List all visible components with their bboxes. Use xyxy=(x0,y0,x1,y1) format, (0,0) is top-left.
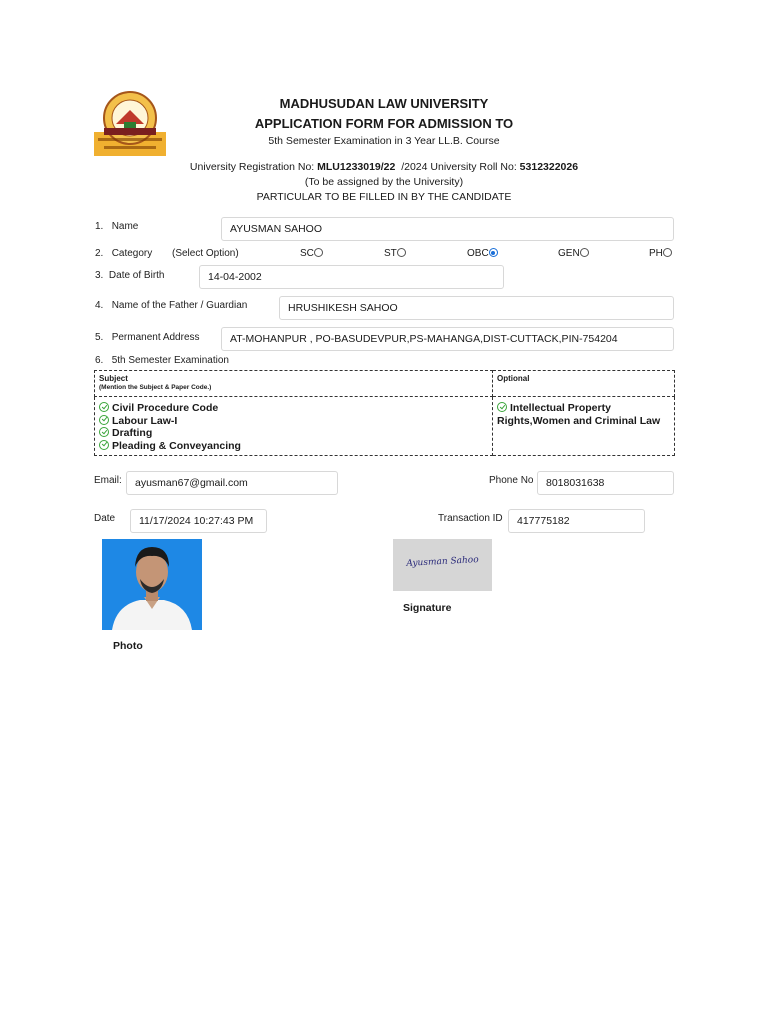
registration-line xyxy=(0,161,768,173)
subject-table xyxy=(94,370,675,456)
address-row-label xyxy=(95,332,200,343)
category-option-st[interactable] xyxy=(384,248,406,259)
option-label: GEN xyxy=(558,248,580,259)
optional-subject-cont: Rights,Women and Criminal Law xyxy=(497,414,661,427)
check-icon xyxy=(497,402,507,412)
signature-image xyxy=(393,539,492,591)
subject-item xyxy=(99,402,488,415)
subject-item xyxy=(99,415,488,428)
option-label: PH xyxy=(649,248,663,259)
transaction-label: Transaction ID xyxy=(438,513,503,524)
applicant-photo xyxy=(102,539,202,630)
gen-radio[interactable] xyxy=(580,248,589,257)
category-option-ph[interactable] xyxy=(649,248,672,259)
registration-label: University Registration No: xyxy=(189,161,315,173)
check-icon xyxy=(99,440,109,450)
particulars-heading: PARTICULAR TO BE FILLED IN BY THE CANDIDATE xyxy=(256,191,512,203)
form-title: APPLICATION FORM FOR ADMISSION TO xyxy=(254,116,514,131)
row-number: 2. xyxy=(95,248,104,259)
university-name: MADHUSUDAN LAW UNIVERSITY xyxy=(279,96,489,111)
category-option-gen[interactable] xyxy=(558,248,589,259)
check-icon xyxy=(99,402,109,412)
category-option-sc[interactable] xyxy=(300,248,323,259)
check-icon xyxy=(99,427,109,437)
dob-row-label xyxy=(95,270,165,281)
exam-label: 5th Semester Examination xyxy=(111,355,229,366)
row-number: 4. xyxy=(95,300,104,311)
optional-line-1: Intellectual Property xyxy=(510,402,611,414)
name-label: Name xyxy=(111,221,139,232)
category-row-label xyxy=(95,248,152,259)
address-field[interactable]: AT-MOHANPUR , PO-BASUDEVPUR,PS-MAHANGA,DIST-CUTTACK,PIN-754204 xyxy=(221,327,674,351)
address-label: Permanent Address xyxy=(111,332,200,343)
st-radio[interactable] xyxy=(397,248,406,257)
transaction-field[interactable]: 417775182 xyxy=(508,509,645,533)
father-field[interactable]: HRUSHIKESH SAHOO xyxy=(279,296,674,320)
father-label: Name of the Father / Guardian xyxy=(111,300,248,311)
name-row-label xyxy=(95,221,138,232)
subject-header-cell xyxy=(95,371,493,397)
optional-subject xyxy=(497,402,670,415)
option-label: ST xyxy=(384,248,397,259)
check-icon xyxy=(99,415,109,425)
row-number: 5. xyxy=(95,332,104,343)
row-number: 6. xyxy=(95,355,104,366)
subject-note: (Mention the Subject & Paper Code.) xyxy=(99,384,212,391)
photo-label: Photo xyxy=(113,640,143,652)
date-label: Date xyxy=(94,513,116,524)
subject-list-cell xyxy=(95,397,493,456)
subject-header: Subject xyxy=(99,374,128,383)
dob-label: Date of Birth xyxy=(108,270,165,281)
signature-label: Signature xyxy=(403,602,452,614)
subject-name: Pleading & Conveyancing xyxy=(112,439,241,452)
father-row-label xyxy=(95,300,247,311)
subject-item xyxy=(99,427,488,440)
email-field[interactable]: ayusman67@gmail.com xyxy=(126,471,338,495)
registration-number: MLU1233019/22 xyxy=(317,161,396,173)
subject-item xyxy=(99,440,488,453)
category-label: Category xyxy=(111,248,153,259)
phone-field[interactable]: 8018031638 xyxy=(537,471,674,495)
option-label: SC xyxy=(300,248,314,259)
exam-row-label xyxy=(95,355,229,366)
category-option-obc[interactable] xyxy=(467,248,498,259)
subject-name: Civil Procedure Code xyxy=(112,402,219,414)
course-line: 5th Semester Examination in 3 Year LL.B. Course xyxy=(268,135,500,147)
category-hint: (Select Option) xyxy=(172,248,239,259)
subject-name: Drafting xyxy=(112,427,153,439)
optional-cell xyxy=(493,397,675,456)
email-label: Email: xyxy=(94,475,122,486)
option-label: OBC xyxy=(467,248,489,259)
sc-radio[interactable] xyxy=(314,248,323,257)
signature-scribble: Ayusman Sahoo xyxy=(406,555,479,569)
name-field[interactable]: AYUSMAN SAHOO xyxy=(221,217,674,241)
row-number: 1. xyxy=(95,221,104,232)
optional-header-cell xyxy=(493,371,675,397)
assigned-note: (To be assigned by the University) xyxy=(304,176,464,188)
roll-label: /2024 University Roll No: xyxy=(401,161,517,173)
dob-field[interactable]: 14-04-2002 xyxy=(199,265,504,289)
row-number: 3. xyxy=(95,270,104,281)
date-field[interactable]: 11/17/2024 10:27:43 PM xyxy=(130,509,267,533)
subject-name: Labour Law-I xyxy=(112,414,178,427)
roll-number: 5312322026 xyxy=(519,161,579,173)
ph-radio[interactable] xyxy=(663,248,672,257)
phone-label: Phone No xyxy=(489,475,534,486)
obc-radio[interactable] xyxy=(489,248,498,257)
optional-header: Optional xyxy=(497,374,530,383)
